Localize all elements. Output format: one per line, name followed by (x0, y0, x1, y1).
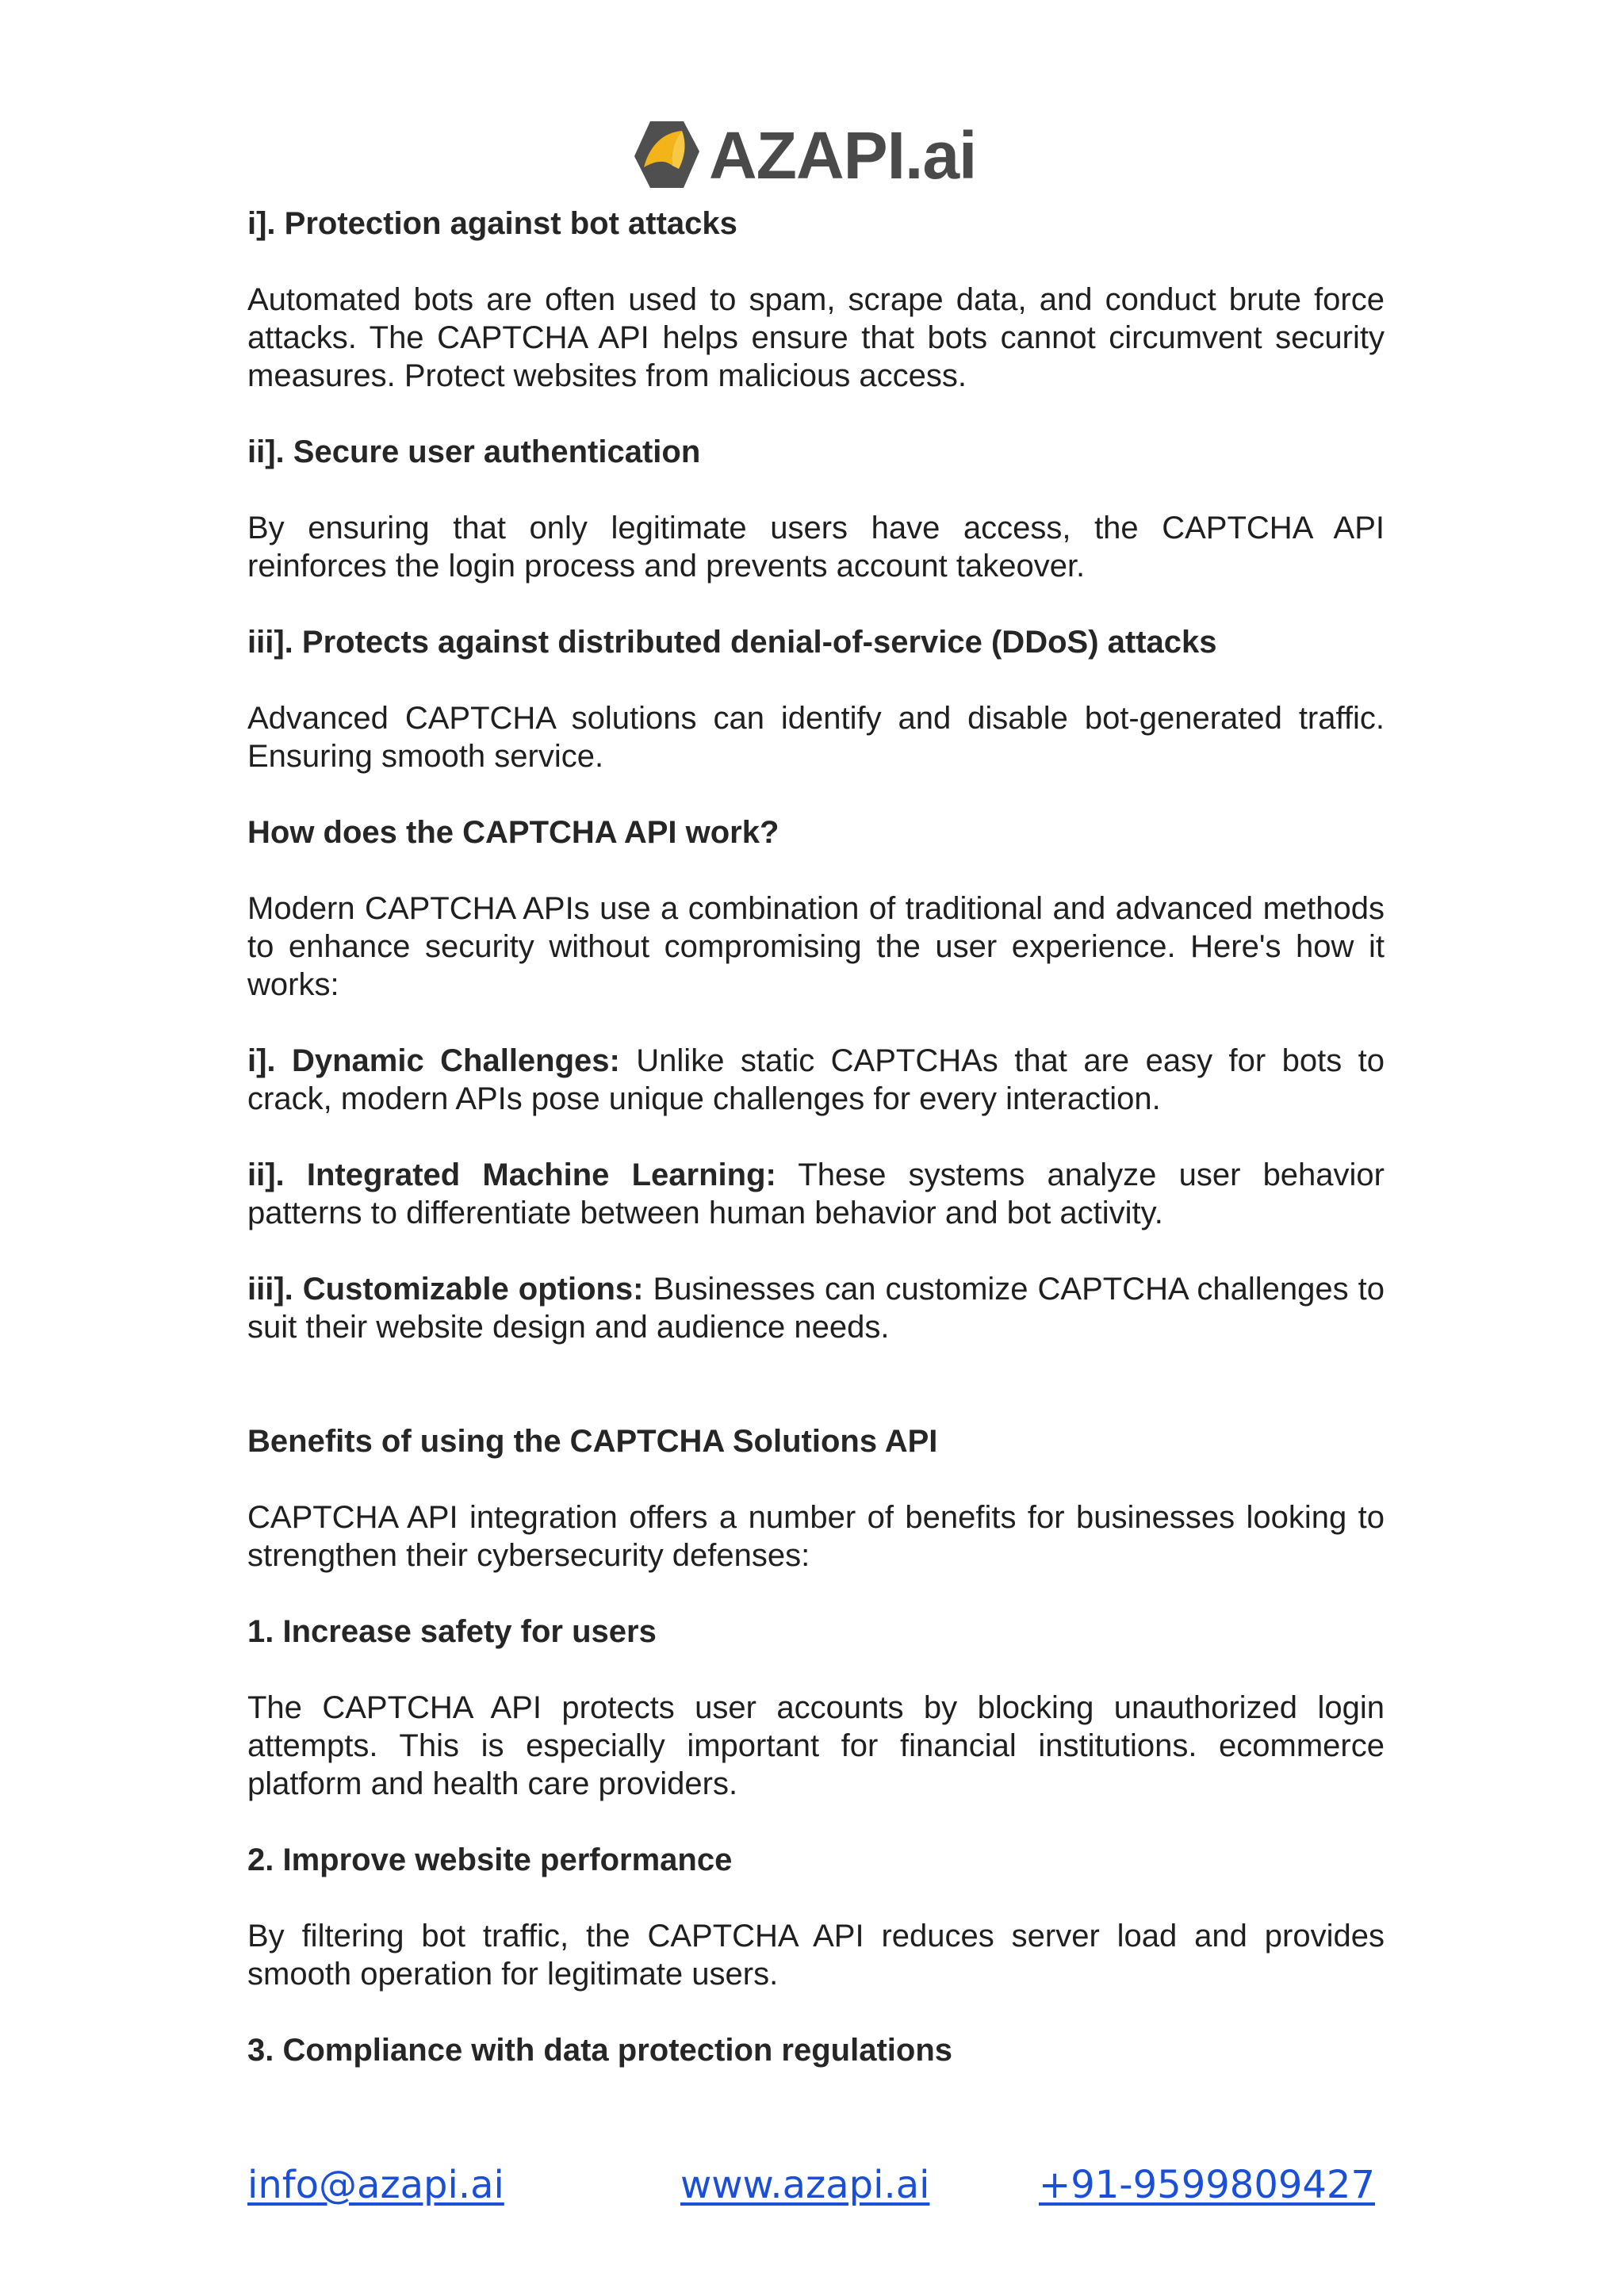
footer-website-link[interactable]: www.azapi.ai (680, 2163, 930, 2207)
section-heading: iii]. Protects against distributed denial-of-service (DDoS) attacks (247, 625, 1217, 660)
section-paragraph: Automated bots are often used to spam, scrape data, and conduct brute force attacks. The CAPTCHA API helps ensure that bots cannot circumvent security measures. Protect websites from malicious access. (247, 282, 1385, 393)
section-heading: 3. Compliance with data protection regulations (247, 2033, 953, 2068)
azapi-logo-icon (633, 120, 701, 191)
azapi-logo (633, 119, 976, 192)
section-heading: Benefits of using the CAPTCHA Solutions API (247, 1424, 938, 1459)
section-heading: 1. Increase safety for users (247, 1614, 657, 1649)
how-item (247, 1042, 1385, 1118)
section-paragraph: By ensuring that only legitimate users have access, the CAPTCHA API reinforces the login process and prevents account takeover. (247, 511, 1385, 584)
how-item-text: These systems analyze user behavior patterns to differentiate between human behavior and bot activity. (247, 1158, 1385, 1230)
section-heading: How does the CAPTCHA API work? (247, 815, 779, 850)
how-item-label: ii]. Integrated Machine Learning: (247, 1158, 776, 1192)
section-heading: i]. Protection against bot attacks (247, 206, 737, 241)
section-paragraph: The CAPTCHA API protects user accounts by blocking unauthorized login attempts. This is especially important for financial institutions. ecommerce platform and health care providers. (247, 1690, 1385, 1801)
footer-phone-link[interactable]: +91-9599809427 (1039, 2163, 1376, 2207)
how-item-text: Unlike static CAPTCHAs that are easy for bots to crack, modern APIs pose unique challenges for every interaction. (247, 1043, 1385, 1116)
footer-contacts (0, 2161, 1624, 2209)
section-paragraph: Advanced CAPTCHA solutions can identify and disable bot-generated traffic. Ensuring smooth service. (247, 701, 1385, 774)
how-item-text: Businesses can customize CAPTCHA challenges to suit their website design and audience needs. (247, 1272, 1385, 1345)
how-item-label: i]. Dynamic Challenges: (247, 1043, 620, 1078)
how-item-label: iii]. Customizable options: (247, 1272, 644, 1307)
section-paragraph: By filtering bot traffic, the CAPTCHA API reduces server load and provides smooth operation for legitimate users. (247, 1919, 1385, 1992)
logo-wordmark: AZAPI.ai (709, 118, 977, 193)
document-body (247, 205, 1385, 2069)
section-heading: ii]. Secure user authentication (247, 434, 701, 469)
section-paragraph: CAPTCHA API integration offers a number of benefits for businesses looking to strengthen their cybersecurity defenses: (247, 1500, 1385, 1573)
section-paragraph: Modern CAPTCHA APIs use a combination of traditional and advanced methods to enhance security without compromising the user experience. Here's how it works: (247, 891, 1385, 1002)
how-item (247, 1270, 1385, 1346)
footer-email-link[interactable]: info@azapi.ai (247, 2163, 504, 2207)
how-item (247, 1156, 1385, 1232)
section-heading: 2. Improve website performance (247, 1843, 733, 1877)
